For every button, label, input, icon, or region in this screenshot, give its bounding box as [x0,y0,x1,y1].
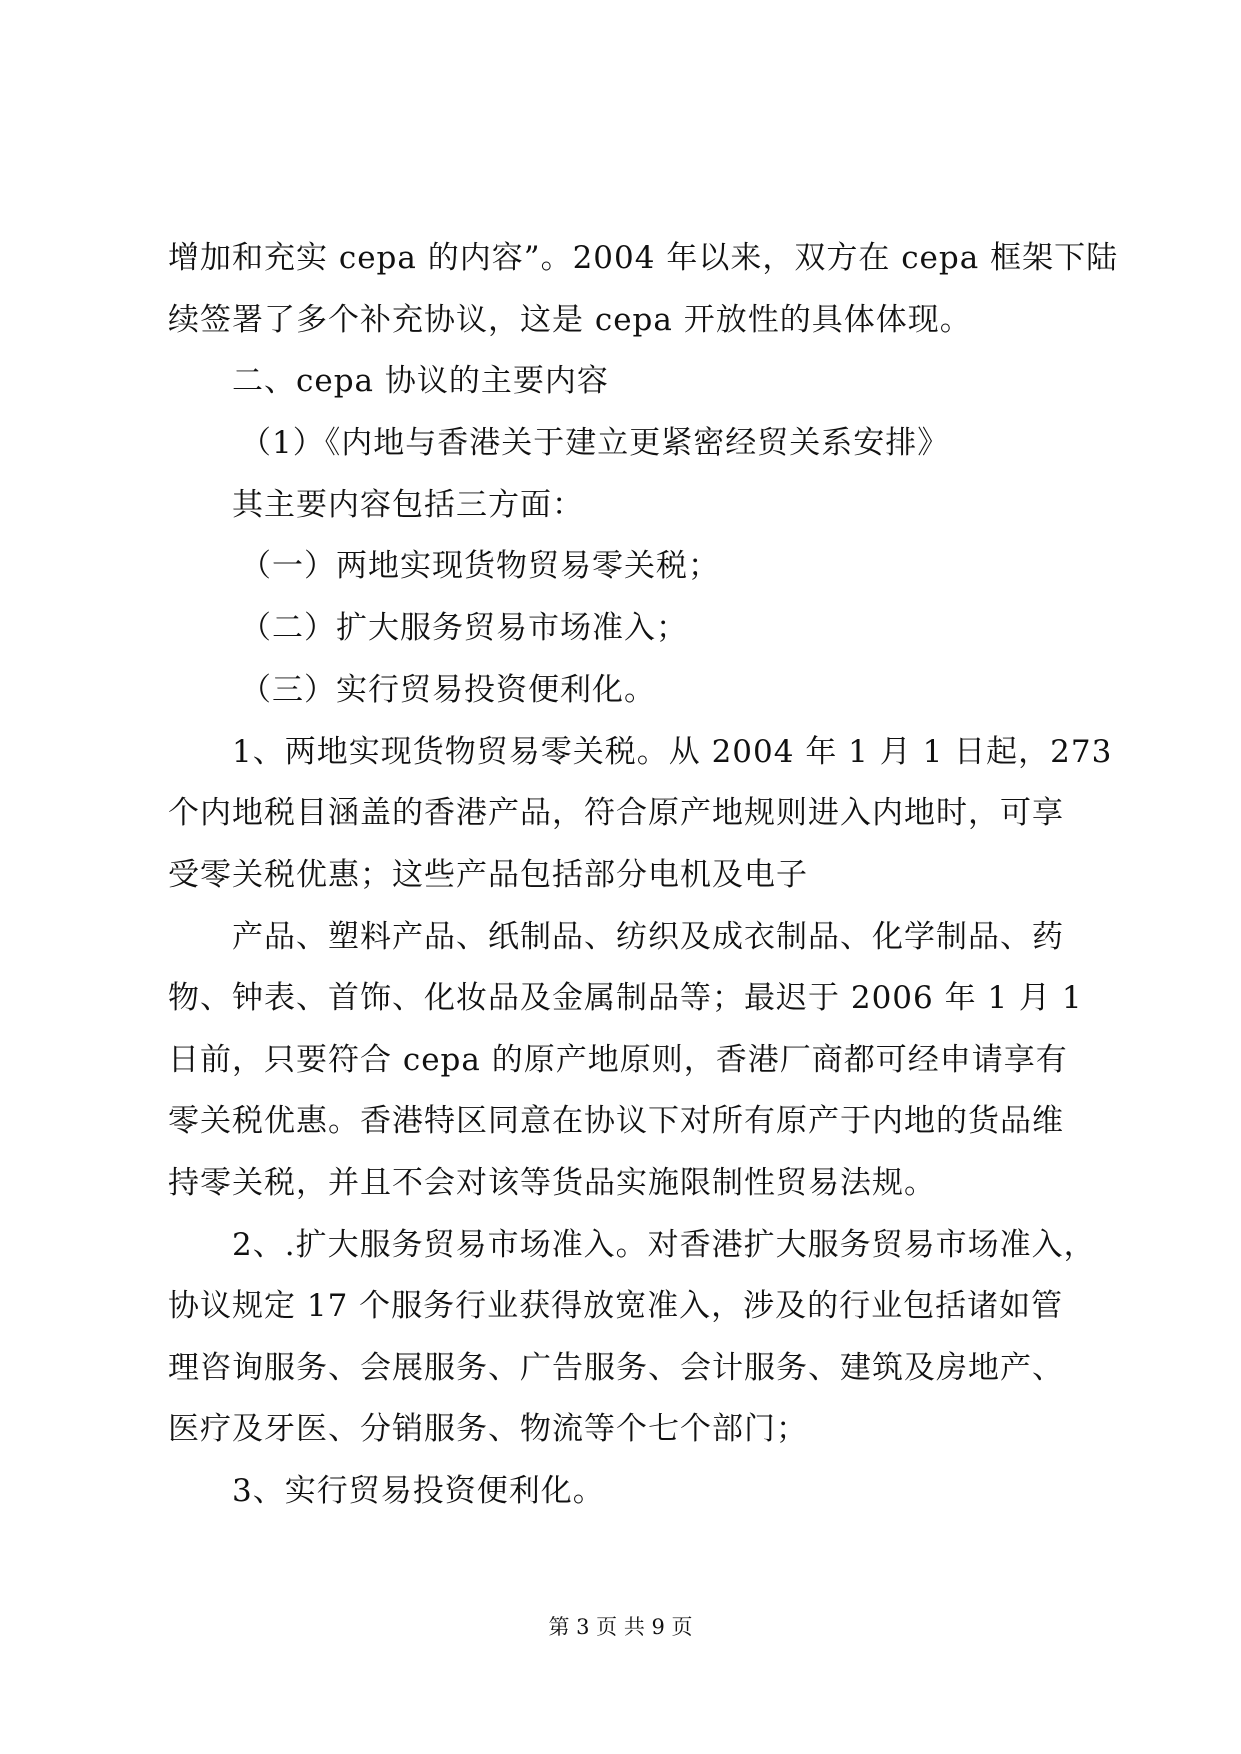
text-line-17: 2、.扩大服务贸易市场准入。对香港扩大服务贸易市场准入， [232,1227,1096,1263]
text-line-2: 续签署了多个补充协议，这是 cepa 开放性的具体体现。 [168,302,972,338]
text-line-12: 产品、塑料产品、纸制品、纺织及成衣制品、化学制品、药 [232,919,1064,955]
text-line-1: 增加和充实 cepa 的内容”。2004 年以来，双方在 cepa 框架下陆 [168,240,1119,276]
text-line-13: 物、钟表、首饰、化妆品及金属制品等；最迟于 2006 年 1 月 1 [168,980,1083,1016]
text-line-14: 日前，只要符合 cepa 的原产地原则，香港厂商都可经申请享有 [168,1042,1068,1078]
section-heading: 二、cepa 协议的主要内容 [232,363,609,399]
text-line-19: 理咨询服务、会展服务、广告服务、会计服务、建筑及房地产、 [168,1350,1064,1386]
text-line-10: 个内地税目涵盖的香港产品，符合原产地规则进入内地时，可享 [168,795,1064,831]
text-line-5: 其主要内容包括三方面： [232,487,584,523]
text-line-16: 持零关税，并且不会对该等货品实施限制性贸易法规。 [168,1165,936,1201]
text-line-21: 3、实行贸易投资便利化。 [232,1473,605,1509]
text-line-11: 受零关税优惠；这些产品包括部分电机及电子 [168,857,808,893]
text-line-9: 1、两地实现货物贸易零关税。从 2004 年 1 月 1 日起，273 [232,734,1113,770]
list-item-3: （三）实行贸易投资便利化。 [240,672,656,708]
page-number-footer: 第 3 页 共 9 页 [548,1615,693,1639]
list-item-2: （二）扩大服务贸易市场准入； [240,610,688,646]
text-line-20: 医疗及牙医、分销服务、物流等个七个部门； [168,1411,808,1447]
list-item-1: （一）两地实现货物贸易零关税； [240,548,720,584]
text-line-15: 零关税优惠。香港特区同意在协议下对所有原产于内地的货品维 [168,1103,1064,1139]
subsection-heading: （1）《内地与香港关于建立更紧密经贸关系安排》 [240,425,950,461]
text-line-18: 协议规定 17 个服务行业获得放宽准入，涉及的行业包括诸如管 [168,1288,1064,1324]
